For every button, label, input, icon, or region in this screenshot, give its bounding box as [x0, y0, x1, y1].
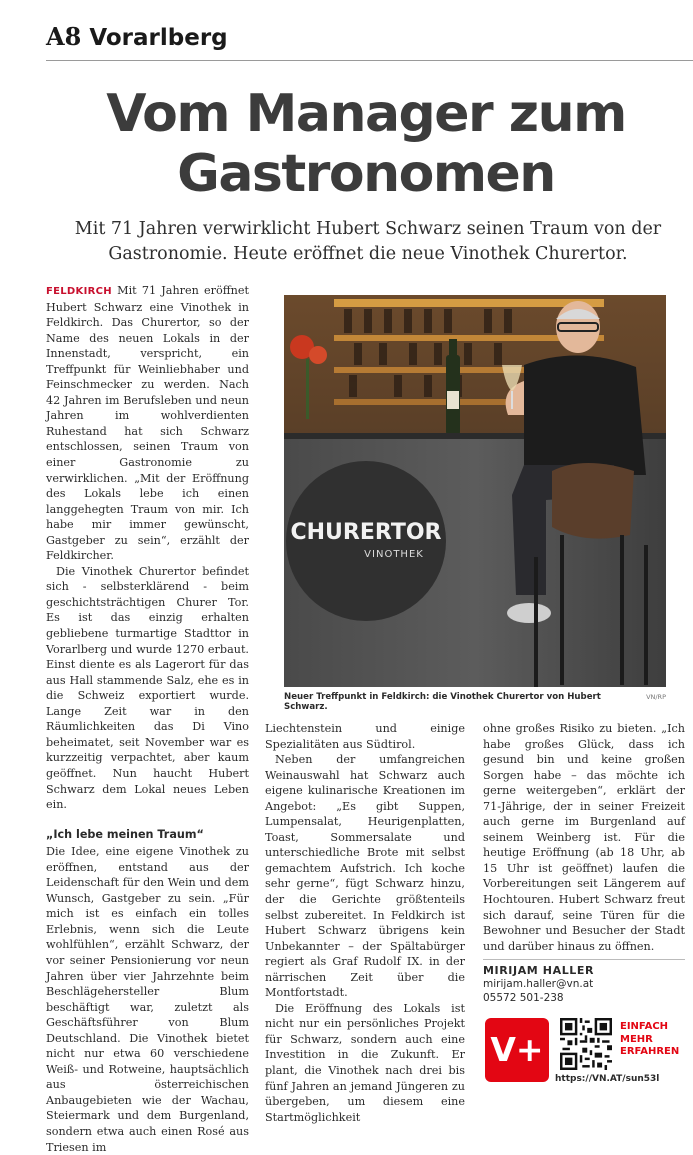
section-name: Vorarlberg	[89, 25, 228, 51]
col1-paragraph-2: Die Vinothek Churertor befindet sich - selbsterklärend - beim geschichtsträchtigen Churer Tor. Es ist das einzig erhalten gebliebene turmartige Stadttor in Vorarlberg und wurde 1270 erbaut. Einst diente es als Lagerort für das aus Hall stammende Salz, ehe es in die Schweiz exportiert wurde. Lange Zeit war in den Räumlichkeiten das Di Vino beheimatet, seit November war es kurzzeitig verpachtet, aber kaum geöffnet. Nun haucht Hubert Schwarz dem Lokal neues Leben ein.	[46, 564, 249, 812]
article-column-2	[265, 721, 465, 1125]
col1-paragraph-3: Die Idee, eine eigene Vinothek zu eröffnen, entstand aus der Leidenschaft für den Wein und dem Wunsch, Gastgeber zu sein. „Für mich ist es einfach ein tolles Erlebnis, wenn sich die Leute wohlfühlen“, erzählt Schwarz, der vor seiner Pensionierung vor neun Jahren über vier Jahrzehnte beim Beschlägehersteller Blum beschäftigt war, zuletzt als Geschäftsführer von Blum Deutschland. Die Vinothek bietet nicht nur etwa 60 verschiedene Weiß- und Rotweine, hauptsächlich aus österreichischen Anbaugebieten wie der Wachau, Steiermark und dem Burgenland, sondern etwa auch einen Rosé aus Triesen im	[46, 845, 249, 1154]
article-photo	[284, 295, 666, 687]
qr-code-icon[interactable]	[560, 1018, 612, 1070]
photo-credit: VN/RP	[646, 693, 666, 701]
photo-caption: Neuer Treffpunkt in Feldkirch: die Vinothek Churertor von Hubert Schwarz.	[284, 692, 601, 712]
article-column-3	[483, 721, 685, 954]
photo-caption-row	[284, 692, 666, 712]
article-column-1	[46, 283, 249, 1155]
cta-line-2: MEHR	[620, 1033, 653, 1045]
cta-line-3: ERFAHREN	[620, 1046, 680, 1057]
promo-cta[interactable]	[620, 1021, 679, 1059]
author-name: MIRIJAM HALLER	[483, 964, 595, 977]
header-divider	[46, 60, 693, 61]
subheadline: Mit 71 Jahren verwirklicht Hubert Schwarz seinen Traum von der Gastronomie. Heute eröffnet die neue Vinothek Churertor.	[74, 219, 662, 264]
col1-paragraph-1	[46, 283, 249, 564]
article-subhead: „Ich lebe meinen Traum“	[46, 827, 204, 841]
promo-url[interactable]: https://VN.AT/sun53l	[555, 1074, 660, 1084]
col2-paragraph-3: Die Eröffnung des Lokals ist nicht nur ein persönliches Projekt für Schwarz, sondern auch eine Investition in die Zukunft. Er plant, die Vinothek nach drei bis fünf Jahren an jemand Jüngeren zu übergeben, um diesem eine Startmöglichkeit	[265, 1001, 465, 1124]
author-divider	[483, 959, 685, 960]
sign-text-main: CHURERTOR	[290, 520, 442, 545]
author-email[interactable]: mirijam.haller@vn.at	[483, 978, 594, 990]
page-number: A8	[46, 22, 82, 51]
headline: Vom Manager zum Gastronomen	[106, 84, 626, 204]
vplus-logo[interactable]: V+	[485, 1018, 549, 1082]
photo-illustration	[284, 295, 666, 687]
col2-paragraph-1: Liechtenstein und einige Spezialitäten aus Südtirol.	[265, 722, 465, 751]
sign-text-sub: VINOTHEK	[364, 549, 424, 560]
col2-paragraph-2: Neben der umfangreichen Weinauswahl hat Schwarz auch eigene kulinarische Kreationen im Angebot: „Es gibt Suppen, Lumpensalat, Heurigenplatten, Toast, Sommersalate und unterschiedliche Brote mit selbst gemachtem Aufstrich. Ich koche sehr gerne“, fügt Schwarz hinzu, der die Gerichte größtenteils selbst zubereitet. In Feldkirch ist Hubert Schwarz übrigens kein Unbekannter – der Spältabürger regiert als Graf Rudolf IX. in der närrischen Zeit über die Montfortstadt.	[265, 753, 465, 1000]
col1-p1-text: Mit 71 Jahren eröffnet Hubert Schwarz eine Vinothek in Feldkirch. Das Churertor, so der Name des neuen Lokals in der Innenstadt, verspricht, ein Treffpunkt für Weinliebhaber und Feinschmecker zu werden. Nach 42 Jahren im Berufsleben und neun Jahren im wohlverdienten Ruhestand hat sich Schwarz entschlossen, seinen Traum von einer Gastronomie zu verwirklichen. „Mit der Eröffnung des Lokals lebe ich einen langgehegten Traum von mir. Ich habe mir immer gewünscht, Gastgeber zu sein“, erzählt der Feldkircher.	[46, 284, 249, 563]
cta-line-1: EINFACH	[620, 1021, 669, 1032]
col3-paragraph-1: ohne großes Risiko zu bieten. „Ich habe großes Glück, dass ich gesund bin und keine großen Sorgen habe – das möchte ich gerne weitergeben“, erklärt der 71-Jährige, der in seiner Freizeit auch gerne im Burgenland auf seinem Weinberg ist. Für die heutige Eröffnung (ab 18 Uhr, ab 15 Uhr ist geöffnet) laufen die Vorbereitungen seit Längerem auf Hochtouren. Hubert Schwarz freut sich darauf, seine Türen für die Bewohner und Besucher der Stadt und darüber hinaus zu öffnen.	[483, 722, 685, 953]
author-phone: 05572 501-238	[483, 992, 564, 1004]
author-block	[483, 964, 685, 1005]
page-header	[46, 22, 228, 54]
dateline: FELDKIRCH	[46, 286, 112, 297]
